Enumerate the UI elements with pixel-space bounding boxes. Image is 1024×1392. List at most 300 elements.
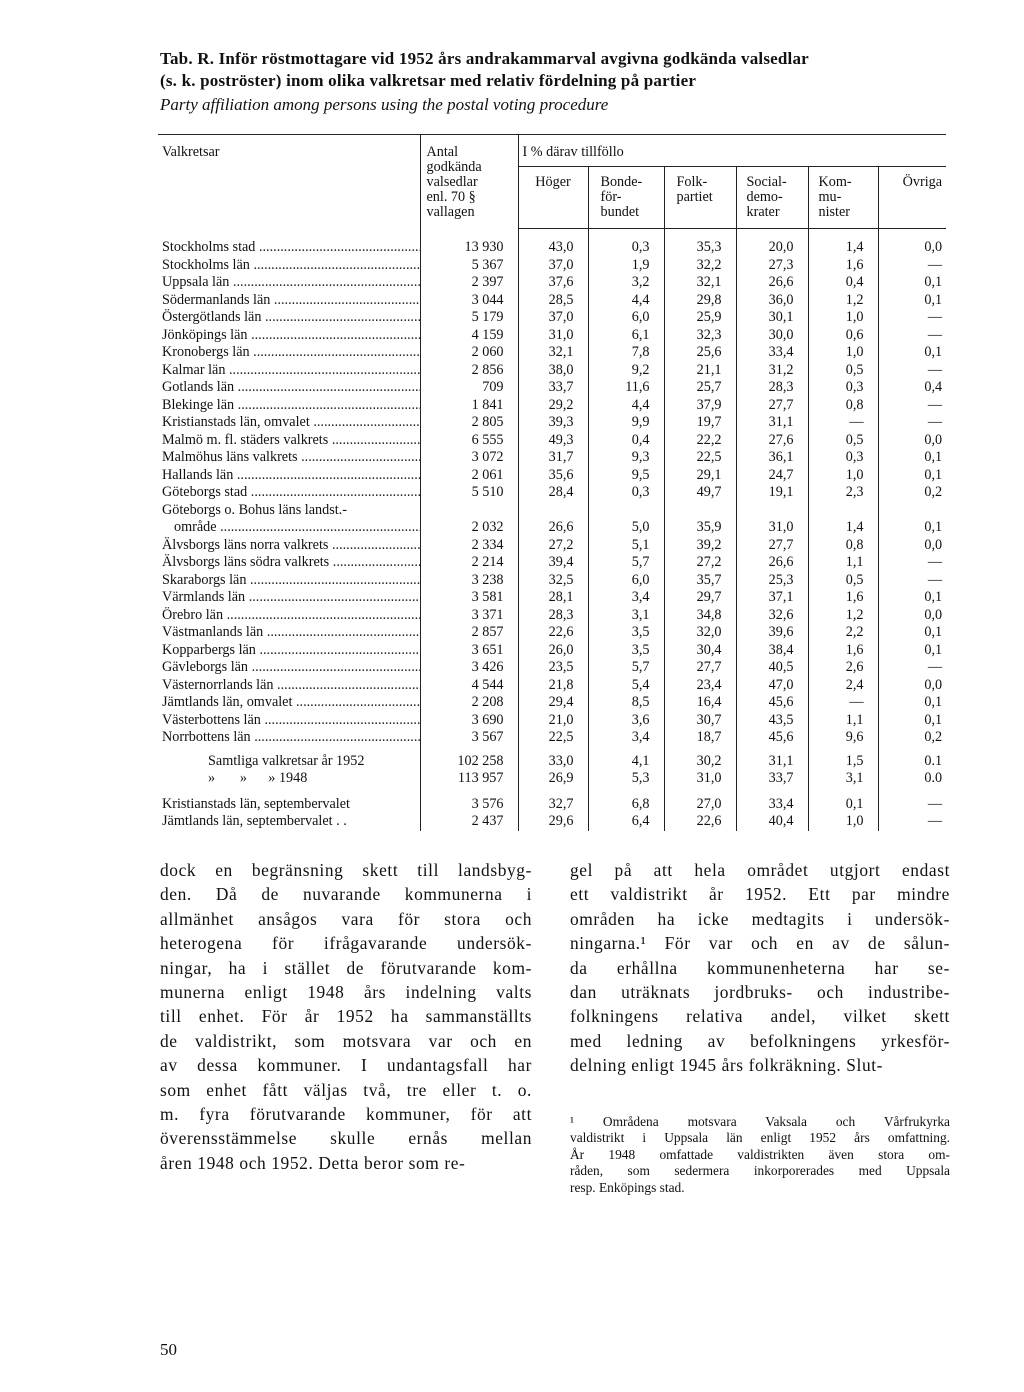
cell-bonde: 1,9 xyxy=(588,257,664,275)
cell-social: 25,3 xyxy=(736,572,808,590)
cell-social: 38,4 xyxy=(736,642,808,660)
cell-bonde: 9,3 xyxy=(588,449,664,467)
table-row xyxy=(158,677,946,695)
cell-kom: 1,2 xyxy=(808,292,878,310)
cell-ovriga: 0.1 xyxy=(878,747,946,771)
cell-ovriga: — xyxy=(878,397,946,415)
valkrets-name: Samtliga valkretsar år 1952 xyxy=(208,752,365,769)
cell-bonde: 6,0 xyxy=(588,572,664,590)
cell-antal: 102 258 xyxy=(420,747,518,771)
cell-hoger: 31,7 xyxy=(518,449,588,467)
table-row xyxy=(158,519,946,537)
cell-antal: 113 957 xyxy=(420,770,518,788)
body-left-line: dock en begränsning skett till landsbyg- xyxy=(160,860,532,880)
cell-hoger: 38,0 xyxy=(518,362,588,380)
cell-folk: 35,7 xyxy=(664,572,736,590)
table-row xyxy=(158,432,946,450)
header-ovriga: Övriga xyxy=(878,167,946,229)
cell-kom: 0,8 xyxy=(808,397,878,415)
table-row xyxy=(158,414,946,432)
cell-social: 32,6 xyxy=(736,607,808,625)
header-socialdemokrater: Social- demo- krater xyxy=(736,167,808,229)
cell-social: 20,0 xyxy=(736,229,808,257)
table-row xyxy=(158,729,946,747)
cell-hoger: 22,6 xyxy=(518,624,588,642)
cell-kom: 3,1 xyxy=(808,770,878,788)
cell-ovriga: 0,0 xyxy=(878,432,946,450)
table-row xyxy=(158,379,946,397)
cell-bonde: 5,7 xyxy=(588,554,664,572)
valkrets-name: Kalmar län ..... xyxy=(158,362,420,380)
valkrets-name: Örebro län ..... xyxy=(158,607,420,625)
cell-social: 27,7 xyxy=(736,397,808,415)
header-antal: Antal godkända valsedlar enl. 70 § vallagen xyxy=(420,135,518,229)
cell-folk: 30,7 xyxy=(664,712,736,730)
cell-ovriga: 0,1 xyxy=(878,467,946,485)
valkrets-name: Hallands län ..... xyxy=(158,467,420,485)
header-bondeforbundet: Bonde- för- bundet xyxy=(588,167,664,229)
cell-antal: 4 544 xyxy=(420,677,518,695)
valkrets-name: Norrbottens län ..... xyxy=(158,729,420,747)
cell-kom: 2,4 xyxy=(808,677,878,695)
cell-kom: 0,3 xyxy=(808,379,878,397)
header-valkretsar: Valkretsar xyxy=(158,135,420,229)
cell-kom: 9,6 xyxy=(808,729,878,747)
table-title-english: Party affiliation among persons using the postal voting procedure xyxy=(160,95,609,114)
valkrets-name: Stockholms län ..... xyxy=(158,257,420,275)
cell-social: 27,7 xyxy=(736,537,808,555)
cell-kom: 0,6 xyxy=(808,327,878,345)
valkrets-name: Älvsborgs läns norra valkrets ..... xyxy=(158,537,420,555)
cell-ovriga: — xyxy=(878,572,946,590)
cell-bonde: 8,5 xyxy=(588,694,664,712)
cell-kom: — xyxy=(808,694,878,712)
cell-ovriga: 0,2 xyxy=(878,729,946,747)
cell-ovriga: 0.0 xyxy=(878,770,946,788)
cell-folk: 27,0 xyxy=(664,788,736,814)
cell-kom xyxy=(808,502,878,520)
cell-kom: 0,1 xyxy=(808,788,878,814)
footnote-line: År 1948 omfattade valdistrikten även stora om- xyxy=(570,1146,950,1162)
cell-social: 37,1 xyxy=(736,589,808,607)
cell-social: 19,1 xyxy=(736,484,808,502)
cell-antal xyxy=(420,502,518,520)
cell-social: 31,1 xyxy=(736,747,808,771)
cell-antal: 3 044 xyxy=(420,292,518,310)
cell-bonde: 6,1 xyxy=(588,327,664,345)
cell-folk xyxy=(664,502,736,520)
cell-folk: 27,7 xyxy=(664,659,736,677)
cell-bonde: 3,1 xyxy=(588,607,664,625)
valkrets-name: område ..... xyxy=(158,519,420,537)
footnote-line: ¹ Områdena motsvara Vaksala och Vårfrukyrka xyxy=(570,1114,950,1129)
header-folkpartiet: Folk- partiet xyxy=(664,167,736,229)
cell-antal: 6 555 xyxy=(420,432,518,450)
table-row xyxy=(158,274,946,292)
body-left-line: åren 1948 och 1952. Detta beror som re- xyxy=(160,1152,466,1173)
cell-bonde: 3,4 xyxy=(588,589,664,607)
valkrets-name: Kristianstads län, omvalet ..... xyxy=(158,414,420,432)
cell-social: 33,7 xyxy=(736,770,808,788)
cell-social: 36,1 xyxy=(736,449,808,467)
cell-ovriga: — xyxy=(878,309,946,327)
cell-antal: 2 032 xyxy=(420,519,518,537)
table-row xyxy=(158,712,946,730)
cell-folk: 35,3 xyxy=(664,229,736,257)
table-row xyxy=(158,694,946,712)
body-right-line: folkningens relativa andel, vilket skett xyxy=(570,1006,950,1027)
header-percent: I % därav tillföllo xyxy=(518,135,946,167)
valkrets-name: Jönköpings län ..... xyxy=(158,327,420,345)
valkrets-name: Malmö m. fl. städers valkrets ..... xyxy=(158,432,420,450)
valkrets-name: Älvsborgs läns södra valkrets ..... xyxy=(158,554,420,572)
cell-antal: 2 334 xyxy=(420,537,518,555)
cell-ovriga xyxy=(878,502,946,520)
cell-ovriga: 0,0 xyxy=(878,607,946,625)
valkrets-name: Västernorrlands län ..... xyxy=(158,677,420,695)
cell-social: 40,4 xyxy=(736,813,808,831)
cell-ovriga: 0,1 xyxy=(878,344,946,362)
cell-kom: 0,3 xyxy=(808,449,878,467)
table-row xyxy=(158,362,946,380)
table-title-block xyxy=(160,48,960,118)
cell-social: 24,7 xyxy=(736,467,808,485)
cell-kom: 1,2 xyxy=(808,607,878,625)
cell-ovriga: 0,1 xyxy=(878,274,946,292)
table-row xyxy=(158,344,946,362)
cell-social: 28,3 xyxy=(736,379,808,397)
valkrets-name: Västmanlands län ..... xyxy=(158,624,420,642)
table-row xyxy=(158,813,946,831)
cell-kom: 2,6 xyxy=(808,659,878,677)
cell-social: 39,6 xyxy=(736,624,808,642)
cell-hoger: 28,5 xyxy=(518,292,588,310)
cell-folk: 29,8 xyxy=(664,292,736,310)
table-row xyxy=(158,642,946,660)
cell-hoger: 28,3 xyxy=(518,607,588,625)
body-left-line: ningar, ha i stället de förutvarande kom- xyxy=(160,957,532,978)
body-left-line: som enhet fått väljas två, tre eller t. o. xyxy=(160,1079,532,1100)
cell-folk: 35,9 xyxy=(664,519,736,537)
cell-ovriga: 0,1 xyxy=(878,589,946,607)
table-row xyxy=(158,589,946,607)
cell-hoger: 39,3 xyxy=(518,414,588,432)
body-left-line: den. Då de nuvarande kommunerna i xyxy=(160,884,532,905)
cell-hoger: 35,6 xyxy=(518,467,588,485)
cell-antal: 2 208 xyxy=(420,694,518,712)
cell-ovriga: 0,1 xyxy=(878,519,946,537)
cell-folk: 25,6 xyxy=(664,344,736,362)
body-right-line: gel på att hela området utgjort endast xyxy=(570,860,950,880)
cell-antal: 3 651 xyxy=(420,642,518,660)
cell-bonde: 0,3 xyxy=(588,484,664,502)
postal-vote-table xyxy=(158,134,946,831)
cell-hoger: 31,0 xyxy=(518,327,588,345)
body-right-line: områden ha icke medtagits i undersök- xyxy=(570,908,950,929)
valkrets-name: Blekinge län ..... xyxy=(158,397,420,415)
cell-folk: 22,2 xyxy=(664,432,736,450)
cell-hoger: 21,0 xyxy=(518,712,588,730)
cell-kom: 1,0 xyxy=(808,344,878,362)
cell-ovriga: 0,0 xyxy=(878,677,946,695)
cell-bonde: 3,2 xyxy=(588,274,664,292)
cell-folk: 30,4 xyxy=(664,642,736,660)
cell-folk: 32,0 xyxy=(664,624,736,642)
cell-ovriga: 0,4 xyxy=(878,379,946,397)
valkrets-name: Göteborgs stad ..... xyxy=(158,484,420,502)
cell-bonde: 0,4 xyxy=(588,432,664,450)
cell-folk: 34,8 xyxy=(664,607,736,625)
body-text-right-column xyxy=(570,858,950,1078)
cell-antal: 3 690 xyxy=(420,712,518,730)
cell-hoger: 28,1 xyxy=(518,589,588,607)
page-number: 50 xyxy=(160,1340,177,1359)
cell-ovriga: 0,2 xyxy=(878,484,946,502)
valkrets-name: Jämtlands län, septembervalet . . xyxy=(162,813,347,829)
cell-social: 40,5 xyxy=(736,659,808,677)
cell-social: 36,0 xyxy=(736,292,808,310)
cell-folk: 32,2 xyxy=(664,257,736,275)
valkrets-name: Stockholms stad ..... xyxy=(158,229,420,257)
cell-social: 45,6 xyxy=(736,694,808,712)
cell-hoger: 37,0 xyxy=(518,257,588,275)
cell-antal: 2 857 xyxy=(420,624,518,642)
valkrets-name: Södermanlands län ..... xyxy=(158,292,420,310)
cell-ovriga: — xyxy=(878,362,946,380)
cell-folk: 23,4 xyxy=(664,677,736,695)
cell-bonde: 6,4 xyxy=(588,813,664,831)
cell-hoger: 32,1 xyxy=(518,344,588,362)
body-left-line: m. fyra förutvarande kommuner, för att xyxy=(160,1104,532,1125)
cell-folk: 29,7 xyxy=(664,589,736,607)
body-left-line: överensstämmelse skulle ernås mellan xyxy=(160,1128,532,1149)
cell-kom: 2,3 xyxy=(808,484,878,502)
cell-hoger: 26,6 xyxy=(518,519,588,537)
cell-kom: 1,5 xyxy=(808,747,878,771)
header-kommunister: Kom- mu- nister xyxy=(808,167,878,229)
table-row xyxy=(158,229,946,257)
cell-kom: 1,4 xyxy=(808,519,878,537)
cell-hoger xyxy=(518,502,588,520)
cell-ovriga: 0,0 xyxy=(878,537,946,555)
cell-antal: 3 581 xyxy=(420,589,518,607)
cell-hoger: 33,7 xyxy=(518,379,588,397)
table-row xyxy=(158,467,946,485)
cell-hoger: 32,7 xyxy=(518,788,588,814)
valkrets-name: Värmlands län ..... xyxy=(158,589,420,607)
cell-bonde: 6,0 xyxy=(588,309,664,327)
cell-antal: 2 214 xyxy=(420,554,518,572)
cell-antal: 3 576 xyxy=(420,788,518,814)
cell-bonde: 6,8 xyxy=(588,788,664,814)
cell-hoger: 22,5 xyxy=(518,729,588,747)
valkrets-name: Gävleborgs län ..... xyxy=(158,659,420,677)
body-right-line: med ledning av befolkningens yrkesför- xyxy=(570,1030,950,1051)
body-right-line: dan uträknats jordbruks- och industribe- xyxy=(570,982,950,1003)
cell-hoger: 43,0 xyxy=(518,229,588,257)
cell-bonde: 11,6 xyxy=(588,379,664,397)
table-row xyxy=(158,484,946,502)
cell-social: 45,6 xyxy=(736,729,808,747)
cell-social: 27,3 xyxy=(736,257,808,275)
cell-folk: 49,7 xyxy=(664,484,736,502)
cell-folk: 32,3 xyxy=(664,327,736,345)
body-right-line: delning enligt 1945 års folkräkning. Slut- xyxy=(570,1055,884,1076)
cell-ovriga: 0,1 xyxy=(878,624,946,642)
cell-antal: 2 060 xyxy=(420,344,518,362)
cell-folk: 22,6 xyxy=(664,813,736,831)
cell-antal: 3 426 xyxy=(420,659,518,677)
footnote-line: valdistrikt i Uppsala län enligt 1952 års omfattning. xyxy=(570,1130,950,1146)
cell-kom: 1,1 xyxy=(808,554,878,572)
cell-bonde: 9,2 xyxy=(588,362,664,380)
cell-antal: 4 159 xyxy=(420,327,518,345)
cell-hoger: 37,6 xyxy=(518,274,588,292)
cell-folk: 30,2 xyxy=(664,747,736,771)
body-text-left-column xyxy=(160,858,532,1175)
valkrets-name: Kristianstads län, septembervalet xyxy=(162,795,350,812)
valkrets-name: Jämtlands län, omvalet ..... xyxy=(158,694,420,712)
table-row xyxy=(158,607,946,625)
cell-antal: 5 510 xyxy=(420,484,518,502)
cell-hoger: 21,8 xyxy=(518,677,588,695)
cell-hoger: 39,4 xyxy=(518,554,588,572)
cell-bonde: 3,5 xyxy=(588,642,664,660)
table-row xyxy=(158,292,946,310)
cell-folk: 27,2 xyxy=(664,554,736,572)
cell-social: 47,0 xyxy=(736,677,808,695)
cell-antal: 3 371 xyxy=(420,607,518,625)
cell-bonde: 4,4 xyxy=(588,292,664,310)
cell-ovriga: 0,1 xyxy=(878,694,946,712)
cell-bonde: 0,3 xyxy=(588,229,664,257)
cell-ovriga: 0,1 xyxy=(878,292,946,310)
table-row xyxy=(158,327,946,345)
body-left-line: allmänhet ansågos vara för stora och xyxy=(160,908,532,929)
cell-social: 43,5 xyxy=(736,712,808,730)
table-row xyxy=(158,537,946,555)
valkrets-name: Kronobergs län ..... xyxy=(158,344,420,362)
cell-social: 31,2 xyxy=(736,362,808,380)
cell-antal: 13 930 xyxy=(420,229,518,257)
cell-hoger: 27,2 xyxy=(518,537,588,555)
cell-folk: 37,9 xyxy=(664,397,736,415)
cell-antal: 2 061 xyxy=(420,467,518,485)
cell-hoger: 23,5 xyxy=(518,659,588,677)
cell-antal: 2 397 xyxy=(420,274,518,292)
cell-bonde: 5,4 xyxy=(588,677,664,695)
cell-bonde: 3,6 xyxy=(588,712,664,730)
cell-hoger: 29,4 xyxy=(518,694,588,712)
cell-kom: 1,1 xyxy=(808,712,878,730)
table-row xyxy=(158,624,946,642)
cell-folk: 39,2 xyxy=(664,537,736,555)
cell-ovriga: 0,1 xyxy=(878,642,946,660)
table-row xyxy=(158,572,946,590)
table-row xyxy=(158,554,946,572)
cell-antal: 2 856 xyxy=(420,362,518,380)
cell-folk: 25,7 xyxy=(664,379,736,397)
cell-folk: 19,7 xyxy=(664,414,736,432)
cell-hoger: 26,9 xyxy=(518,770,588,788)
cell-hoger: 26,0 xyxy=(518,642,588,660)
cell-kom: 0,5 xyxy=(808,572,878,590)
valkrets-name: Göteborgs o. Bohus läns landst.- xyxy=(162,501,347,518)
cell-ovriga: 0,0 xyxy=(878,229,946,257)
cell-kom: 1,4 xyxy=(808,229,878,257)
cell-kom: 0,8 xyxy=(808,537,878,555)
cell-antal: 5 179 xyxy=(420,309,518,327)
cell-social: 30,1 xyxy=(736,309,808,327)
cell-antal: 5 367 xyxy=(420,257,518,275)
cell-ovriga: — xyxy=(878,414,946,432)
footnote xyxy=(570,1114,950,1196)
cell-kom: 0,5 xyxy=(808,362,878,380)
valkrets-name: Kopparbergs län ..... xyxy=(158,642,420,660)
table-title-line-1: Tab. R. Inför röstmottagare vid 1952 års andrakammarval avgivna godkända valsedlar xyxy=(160,49,809,68)
body-left-line: av dessa kommuner. I undantagsfall har xyxy=(160,1055,532,1076)
cell-social xyxy=(736,502,808,520)
cell-bonde: 5,0 xyxy=(588,519,664,537)
valkrets-name: Malmöhus läns valkrets ..... xyxy=(158,449,420,467)
valkrets-name: Västerbottens län ..... xyxy=(158,712,420,730)
cell-bonde: 3,5 xyxy=(588,624,664,642)
cell-bonde: 9,9 xyxy=(588,414,664,432)
cell-bonde: 5,3 xyxy=(588,770,664,788)
cell-bonde xyxy=(588,502,664,520)
cell-social: 26,6 xyxy=(736,274,808,292)
valkrets-name: Skaraborgs län ..... xyxy=(158,572,420,590)
table-row xyxy=(158,788,946,814)
cell-ovriga: — xyxy=(878,659,946,677)
cell-bonde: 5,1 xyxy=(588,537,664,555)
cell-antal: 709 xyxy=(420,379,518,397)
body-right-line: da erhållna kommunenheterna har se- xyxy=(570,957,950,978)
cell-bonde: 4,1 xyxy=(588,747,664,771)
cell-kom: 1,0 xyxy=(808,813,878,831)
cell-hoger: 37,0 xyxy=(518,309,588,327)
table-title-line-2: (s. k. poströster) inom olika valkretsar med relativ fördelning på partier xyxy=(160,71,697,90)
cell-ovriga: — xyxy=(878,788,946,814)
valkrets-name: Gotlands län ..... xyxy=(158,379,420,397)
cell-kom: 0,4 xyxy=(808,274,878,292)
cell-folk: 32,1 xyxy=(664,274,736,292)
cell-kom: 0,5 xyxy=(808,432,878,450)
cell-bonde: 3,4 xyxy=(588,729,664,747)
cell-bonde: 4,4 xyxy=(588,397,664,415)
cell-folk: 25,9 xyxy=(664,309,736,327)
cell-ovriga: — xyxy=(878,257,946,275)
cell-social: 33,4 xyxy=(736,344,808,362)
cell-social: 33,4 xyxy=(736,788,808,814)
cell-folk: 29,1 xyxy=(664,467,736,485)
cell-kom: 2,2 xyxy=(808,624,878,642)
cell-folk: 31,0 xyxy=(664,770,736,788)
body-left-line: de valdistrikt, som motsvara var och en xyxy=(160,1030,532,1051)
cell-bonde: 7,8 xyxy=(588,344,664,362)
cell-antal: 3 238 xyxy=(420,572,518,590)
cell-antal: 2 805 xyxy=(420,414,518,432)
cell-antal: 3 072 xyxy=(420,449,518,467)
header-hoger: Höger xyxy=(518,167,588,229)
cell-hoger: 29,2 xyxy=(518,397,588,415)
cell-kom: — xyxy=(808,414,878,432)
table-row xyxy=(158,770,946,788)
table-row xyxy=(158,309,946,327)
cell-folk: 21,1 xyxy=(664,362,736,380)
cell-folk: 18,7 xyxy=(664,729,736,747)
cell-social: 27,6 xyxy=(736,432,808,450)
